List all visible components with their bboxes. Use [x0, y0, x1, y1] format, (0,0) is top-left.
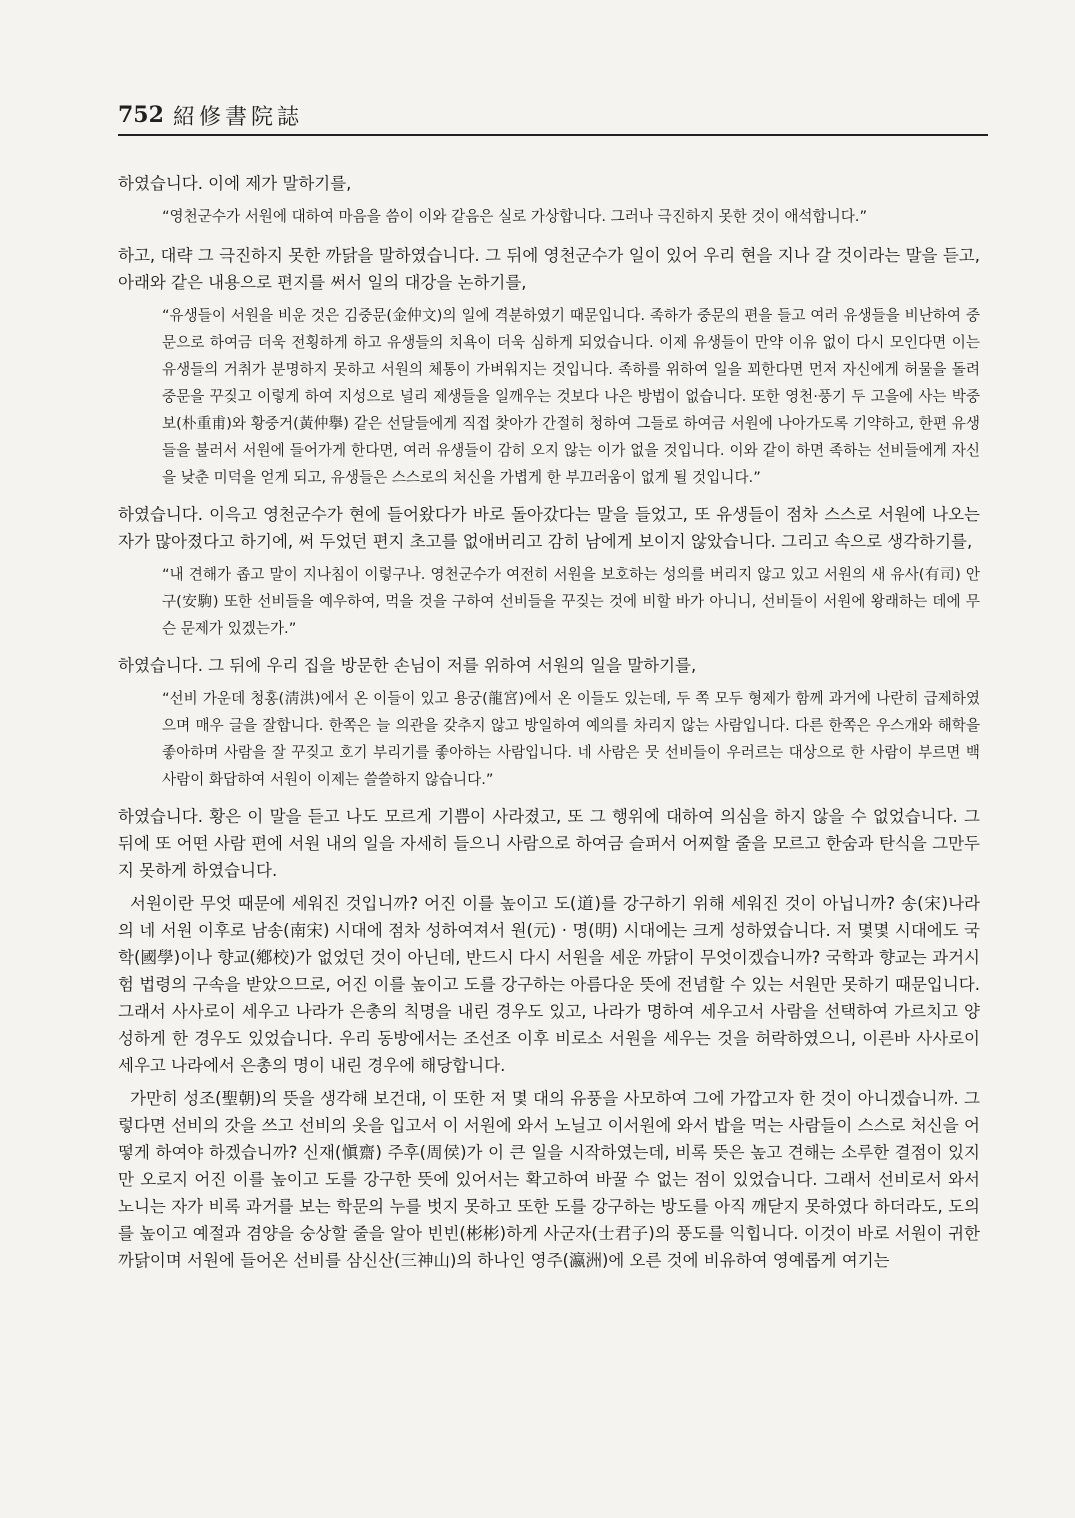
- paragraph: 하였습니다. 황은 이 말을 듣고 나도 모르게 기쁨이 사라졌고, 또 그 행위에 대하여 의심을 하지 않을 수 없었습니다. 그 뒤에 또 어떤 사람 편에 서원 내의 일을 자세히 들으니 사람으로 하여금 슬퍼서 어찌할 줄을 모르고 한숨과 탄식을 그만두지 못하게 하였습니다.: [118, 807, 980, 880]
- book-title: 紹修書院誌: [173, 105, 304, 130]
- paragraph: 서원이란 무엇 때문에 세워진 것입니까? 어진 이를 높이고 도(道)를 강구하기 위해 세워진 것이 아닙니까? 송(宋)나라의 네 서원 이후로 남송(南宋) 시대에 점차 성하여져서 원(元) · 명(明) 시대에는 크게 성하였습니다. 저 몇몇 시대에도 국학(國學)이나 향교(鄕校)가 없었던 것이 아닌데, 반드시 다시 서원을 세운 까닭이 무엇이겠습니까? 국학과 향교는 과거시험 법령의 구속을 받았으므로, 어진 이를 높이고 도를 강구하는 아름다운 뜻에 전념할 수 있는 서원만 못하기 때문입니다. 그래서 사사로이 세우고 나라가 은총의 칙명을 내린 경우도 있고, 나라가 명하여 세우고서 사람을 선택하여 가르치고 양성하게 한 경우도 있었습니다. 우리 동방에서는 조선조 이후 비로소 서원을 세우는 것을 허락하였으니, 이른바 사사로이 세우고 나라에서 은총의 명이 내린 경우에 해당합니다.: [118, 894, 980, 1075]
- quoted-passage: “유생들이 서원을 비운 것은 김중문(金仲文)의 일에 격분하였기 때문입니다. 족하가 중문의 편을 들고 여러 유생들을 비난하여 중문으로 하여금 더욱 전횡하게 하고 유생들의 치욕이 더욱 심하게 되었습니다. 이제 유생들이 만약 이유 없이 다시 모인다면 이는 유생들의 거취가 분명하지 못하고 서원의 체통이 가벼워지는 것입니다. 족하를 위하여 일을 꾀한다면 먼저 자신에게 허물을 돌려 중문을 꾸짖고 이렇게 하여 지성으로 널리 제생들을 일깨우는 것보다 나은 방법이 없습니다. 또한 영천·풍기 두 고을에 사는 박중보(朴重甫)와 황중거(黃仲擧) 같은 선달들에게 직접 찾아가 간절히 청하여 그들로 하여금 서원에 나아가도록 기약하고, 한편 유생들을 불러서 서원에 들어가게 한다면, 여러 유생들이 감히 오지 않는 이가 없을 것입니다. 이와 같이 하면 족하는 선비들에게 자신을 낮춘 미덕을 얻게 되고, 유생들은 스스로의 처신을 가볍게 한 부끄러움이 없게 될 것입니다.”: [162, 307, 980, 486]
- quoted-passage: “선비 가운데 청홍(淸洪)에서 온 이들이 있고 용궁(龍宮)에서 온 이들도 있는데, 두 쪽 모두 형제가 함께 과거에 나란히 급제하였으며 매우 글을 잘합니다. 한쪽은 늘 의관을 갖추지 않고 방일하여 예의를 차리지 않는 사람입니다. 다른 한쪽은 우스개와 해학을 좋아하며 사람을 잘 꾸짖고 호기 부리기를 좋아하는 사람입니다. 네 사람은 뭇 선비들이 우러르는 대상으로 한 사람이 부르면 백 사람이 화답하여 서원이 이제는 쓸쓸하지 않습니다.”: [162, 690, 980, 788]
- paragraph: 하였습니다. 이에 제가 말하기를,: [118, 174, 352, 193]
- paragraph: 가만히 성조(聖朝)의 뜻을 생각해 보건대, 이 또한 저 몇 대의 유풍을 사모하여 그에 가깝고자 한 것이 아니겠습니까. 그렇다면 선비의 갓을 쓰고 선비의 옷을 입고서 이 서원에 와서 노닐고 이서원에 와서 밥을 먹는 사람들이 스스로 처신을 어떻게 하여야 하겠습니까? 신재(愼齋) 주후(周侯)가 이 큰 일을 시작하였는데, 비록 뜻은 높고 견해는 소루한 결점이 있지만 오로지 어진 이를 높이고 도를 강구한 뜻에 있어서는 확고하여 바꿀 수 없는 점이 있었습니다. 그래서 선비로서 와서 노니는 자가 비록 과거를 보는 학문의 누를 벗지 못하고 또한 도를 강구하는 방도를 아직 깨닫지 못하였다 하더라도, 도의를 높이고 예절과 겸양을 숭상할 줄을 알아 빈빈(彬彬)하게 사군자(士君子)의 풍도를 익힙니다. 이것이 바로 서원이 귀한 까닭이며 서원에 들어온 선비를 삼신산(三神山)의 하나인 영주(瀛洲)에 오른 것에 비유하여 영예롭게 여기는: [118, 1089, 980, 1270]
- paragraph: 하였습니다. 이윽고 영천군수가 현에 들어왔다가 바로 돌아갔다는 말을 들었고, 또 유생들이 점차 스스로 서원에 나오는 자가 많아졌다고 하기에, 써 두었던 편지 초고를 없애버리고 감히 남에게 보이지 않았습니다. 그리고 속으로 생각하기를,: [118, 505, 980, 551]
- quoted-passage: “내 견해가 좁고 말이 지나침이 이렇구나. 영천군수가 여전히 서원을 보호하는 성의를 버리지 않고 있고 서원의 새 유사(有司) 안구(安駒) 또한 선비들을 예우하여, 먹을 것을 구하여 선비들을 꾸짖는 것에 비할 바가 아니니, 선비들이 서원에 왕래하는 데에 무슨 문제가 있겠는가.”: [162, 566, 980, 637]
- page-number: 752: [118, 102, 164, 128]
- quoted-passage: “영천군수가 서원에 대하여 마음을 씀이 이와 같음은 실로 가상합니다. 그러나 극진하지 못한 것이 애석합니다.”: [162, 208, 868, 225]
- page-header: [118, 100, 988, 136]
- body-text: [118, 170, 980, 1280]
- paragraph: 하고, 대략 그 극진하지 못한 까닭을 말하였습니다. 그 뒤에 영천군수가 일이 있어 우리 현을 지나 갈 것이라는 말을 듣고, 아래와 같은 내용으로 편지를 써서 일의 대강을 논하기를,: [118, 246, 980, 292]
- paragraph: 하였습니다. 그 뒤에 우리 집을 방문한 손님이 저를 위하여 서원의 일을 말하기를,: [118, 656, 697, 675]
